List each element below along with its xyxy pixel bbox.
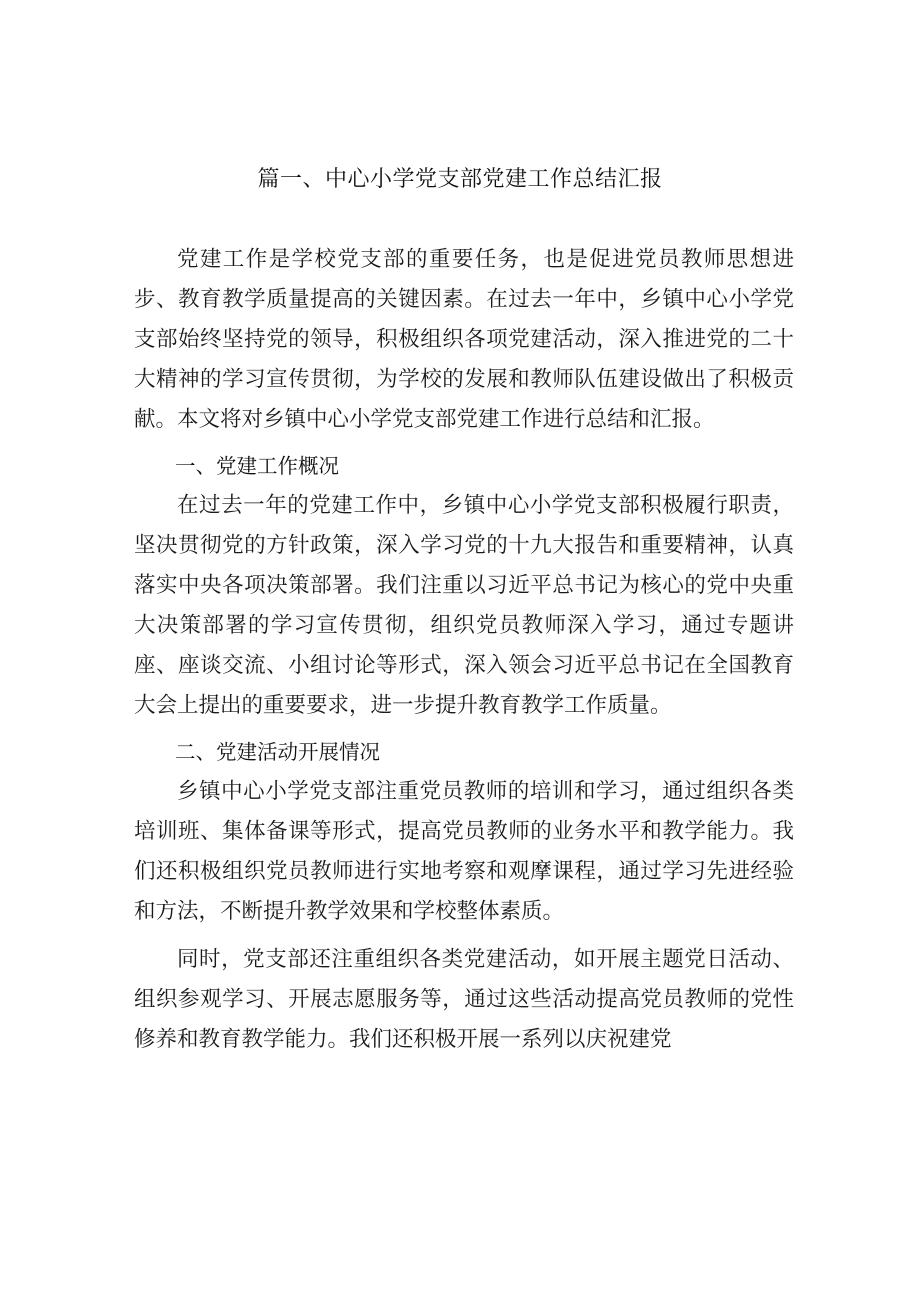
document-body (134, 240, 794, 1060)
section-2-paragraph-2: 同时，党支部还注重组织各类党建活动，如开展主题党日活动、组织参观学习、开展志愿服务等，通过这些活动提高党员教师的党性修养和教育教学能力。我们还积极开展一系列以庆祝建党 (134, 947, 794, 1052)
section-2-paragraph-1: 乡镇中心小学党支部注重党员教师的培训和学习，通过组织各类培训班、集体备课等形式，提高党员教师的业务水平和教学能力。我们还积极组织党员教师进行实地考察和观摩课程，通过学习先进经验和方法，不断提升教学效果和学校整体素质。 (134, 779, 794, 924)
section-1-paragraph: 在过去一年的党建工作中，乡镇中心小学党支部积极履行职责，坚决贯彻党的方针政策，深入学习党的十九大报告和重要精神，认真落实中央各项决策部署。我们注重以习近平总书记为核心的党中央重大决策部署的学习宣传贯彻，组织党员教师深入学习，通过专题讲座、座谈交流、小组讨论等形式，深入领会习近平总书记在全国教育大会上提出的重要要求，进一步提升教育教学工作质量。 (134, 493, 794, 718)
spacer (134, 932, 794, 940)
intro-paragraph: 党建工作是学校党支部的重要任务，也是促进党员教师思想进步、教育教学质量提高的关键因素。在过去一年中，乡镇中心小学党支部始终坚持党的领导，积极组织各项党建活动，深入推进党的二十大精神的学习宣传贯彻，为学校的发展和教师队伍建设做出了积极贡献。本文将对乡镇中心小学党支部党建工作进行总结和汇报。 (134, 247, 794, 432)
section-2-heading: 二、党建活动开展情况 (175, 740, 380, 764)
document-title: 篇一、中心小学党支部党建工作总结汇报 (257, 167, 663, 192)
section-1-heading: 一、党建工作概况 (175, 454, 339, 478)
